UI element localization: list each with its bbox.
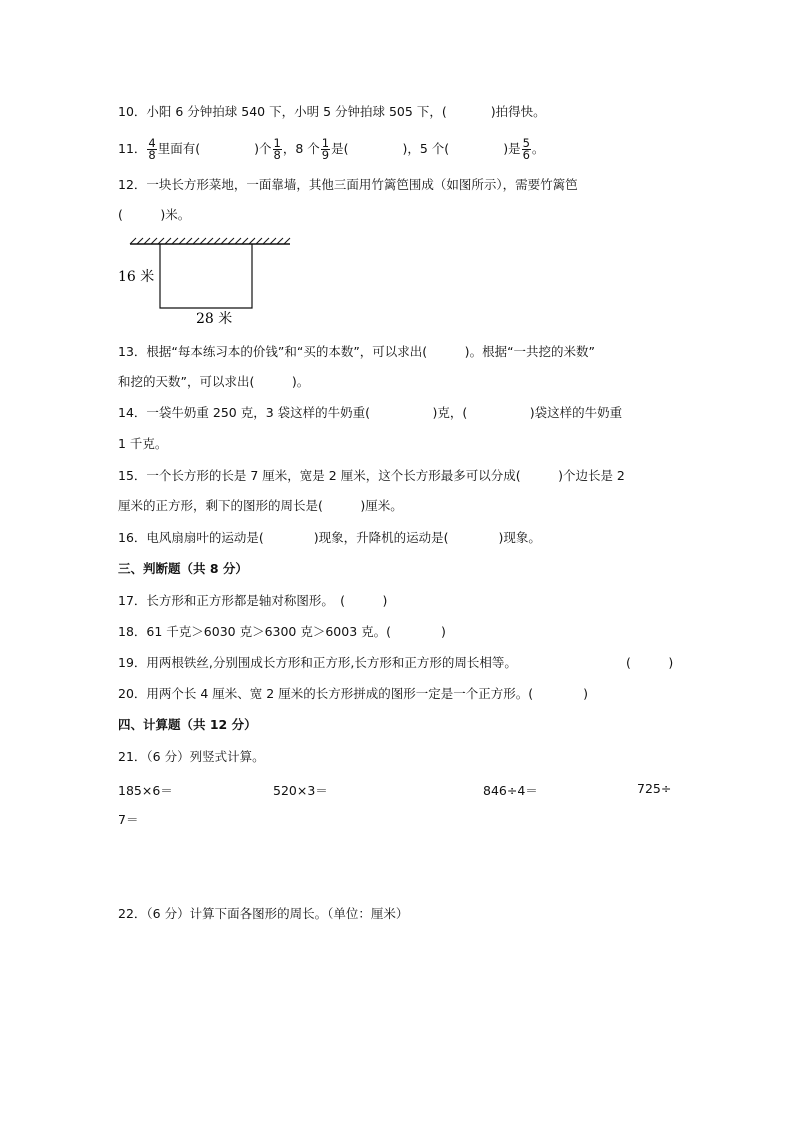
question-18: 18．61 千克＞6030 克＞6300 克＞6003 克。( ) [118,624,446,639]
section-3-title: 三、判断题（共 8 分） [118,561,248,576]
q19-text: 19．用两根铁丝,分别围成长方形和正方形,长方形和正方形的周长相等。 [118,655,517,670]
calc-item-1: 185×6＝ [118,783,173,798]
question-20: 20．用两个长 4 厘米、宽 2 厘米的长方形拼成的图形一定是一个正方形。( ) [118,686,588,701]
q11-text-g: )是 [503,141,521,156]
q19-answer-paren: ( ) [626,655,674,670]
question-22-title: 22．（6 分）计算下面各图形的周长。（单位：厘米） [118,906,409,921]
question-17: 17．长方形和正方形都是轴对称图形。 ( ) [118,593,388,608]
calc-item-4: 725÷ [637,781,672,796]
calc-item-3: 846÷4＝ [483,783,538,798]
q11-text-c: )个 [254,141,272,156]
q11-text-h: 。 [531,141,545,156]
question-16: 16．电风扇扇叶的运动是( )现象，升降机的运动是( )现象。 [118,530,541,545]
width-label: 28 米 [196,311,233,327]
fraction-numerator: 1 [273,136,281,150]
q11-number: 11． [118,141,147,156]
calc-item-4-wrap: 7＝ [118,812,139,827]
fraction-4-8 [147,138,156,161]
question-21-title: 21．（6 分）列竖式计算。 [118,749,265,764]
calc-item-2: 520×3＝ [273,783,328,798]
wall-hatching [130,238,290,244]
question-15-line-2: 厘米的正方形，剩下的图形的周长是( )厘米。 [118,498,403,513]
fraction-denominator: 9 [321,148,330,162]
fence-outline [160,244,252,308]
question-19 [118,655,517,671]
question-11 [118,134,544,164]
q10-text-a: 10．小阳 6 分钟拍球 540 下，小明 5 分钟拍球 505 下，( [118,104,447,119]
question-10 [118,104,546,120]
question-13-line-2: 和挖的天数”，可以求出( )。 [118,374,310,389]
fraction-denominator: 6 [522,148,530,162]
fraction-numerator: 5 [522,136,530,150]
fraction-numerator: 4 [148,136,156,150]
question-15-line-1: 15．一个长方形的长是 7 厘米，宽是 2 厘米，这个长方形最多可以分成( )个边长是 2 [118,468,625,483]
fraction-1-9 [321,138,330,161]
height-label: 16 米 [118,269,155,285]
question-14-line-1: 14．一袋牛奶重 250 克，3 袋这样的牛奶重( )克，( )袋这样的牛奶重 [118,405,623,420]
fraction-1-8 [273,138,282,161]
question-14-line-2: 1 千克。 [118,436,168,451]
fraction-denominator: 8 [148,148,156,162]
garden-diagram [118,236,298,328]
question-12-line-2: ( )米。 [118,207,191,222]
fraction-denominator: 8 [273,148,281,162]
q10-text-b: )拍得快。 [490,104,546,119]
q11-text-b: 里面有( [157,141,201,156]
q11-text-e: 是( [331,141,349,156]
question-12-line-1: 12．一块长方形菜地，一面靠墙，其他三面用竹篱笆围成（如图所示），需要竹篱笆 [118,177,578,192]
q11-text-f: )，5 个( [402,141,450,156]
question-13-line-1: 13．根据“每本练习本的价钱”和“买的本数”，可以求出( )。根据“一共挖的米数” [118,344,596,359]
q11-text-d: ，8 个 [282,141,320,156]
fraction-5-6 [522,138,531,161]
section-4-title: 四、计算题（共 12 分） [118,717,257,732]
fraction-numerator: 1 [321,136,330,150]
